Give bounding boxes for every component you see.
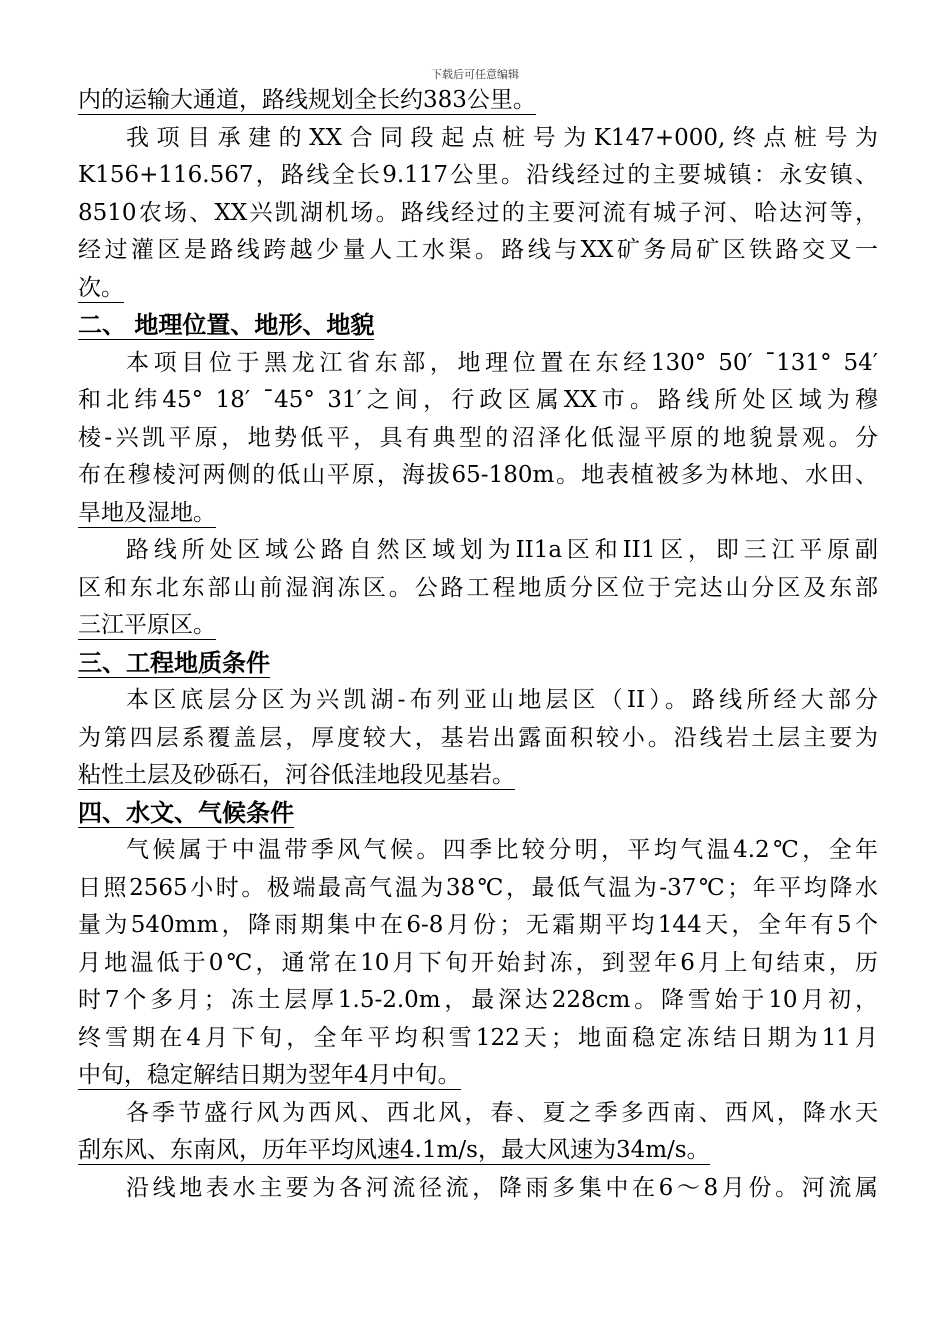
text-line-content: 刮东风、东南风，历年平均风速4.1m/s，最大风速为34m/s。 [78,1137,710,1163]
text-line [78,1020,878,1058]
text-line-content: 内的运输大通道，路线规划全长约383公里。 [78,87,536,113]
section-heading [78,307,878,345]
text-line [78,945,878,983]
text-line-content: 各季节盛行风为西风、西北风，春、夏之季多西南、西风，降水天 [126,1095,878,1133]
text-line-content: 为第四层系覆盖层，厚度较大，基岩出露面积较小。沿线岩土层主要为 [78,720,878,758]
text-line [78,270,878,308]
text-line-content: 气候属于中温带季风气候。四季比较分明，平均气温4.2℃，全年 [126,832,878,870]
text-line-content: 三江平原区。 [78,612,216,638]
text-line [78,1095,878,1133]
text-line-content: 8510农场、XX兴凯湖机场。路线经过的主要河流有城子河、哈达河等， [78,195,878,233]
text-line [78,495,878,533]
section-heading-text: 三、工程地质条件 [78,648,270,677]
text-line-content: 量为540mm，降雨期集中在6-8月份；无霜期平均144天，全年有5个 [78,907,878,945]
text-line-content: 本区底层分区为兴凯湖-布列亚山地层区（II）。路线所经大部分 [126,682,878,720]
text-line [78,832,878,870]
text-line [78,720,878,758]
section-heading [78,645,878,683]
text-line-content: 终雪期在4月下旬，全年平均积雪122天；地面稳定冻结日期为11月 [78,1020,878,1058]
text-line-content: 我项目承建的XX合同段起点桩号为K147+000,终点桩号为 [126,120,878,158]
section-heading-text: 四、水文、气候条件 [78,798,294,827]
text-line-content: 次。 [78,274,124,301]
text-line-content: 布在穆棱河两侧的低山平原，海拔65-180m。地表植被多为林地、水田、 [78,457,878,495]
text-line [78,870,878,908]
text-line-content: 沿线地表水主要为各河流径流，降雨多集中在6～8月份。河流属 [126,1170,878,1208]
text-line [78,345,878,383]
text-line [78,682,878,720]
document-body [78,82,878,1207]
text-line [78,982,878,1020]
text-line-content: 粘性土层及砂砾石，河谷低洼地段见基岩。 [78,762,515,788]
text-line [78,1057,878,1095]
text-line-content: 日照2565小时。极端最高气温为38℃，最低气温为-37℃；年平均降水 [78,870,878,908]
text-line [78,157,878,195]
text-line-content: 棱-兴凯平原，地势低平，具有典型的沼泽化低湿平原的地貌景观。分 [78,420,878,458]
text-line-content: 时7个多月；冻土层厚1.5-2.0m，最深达228cm。降雪始于10月初， [78,982,878,1020]
text-line-content: 路线所处区域公路自然区域划为II1a区和II1区，即三江平原副 [126,532,878,570]
text-line [78,607,878,645]
text-line [78,232,878,270]
text-line [78,195,878,233]
text-line [78,1170,878,1208]
download-note: 下载后可任意编辑 [431,68,519,81]
text-line-content: K156+116.567，路线全长9.117公里。沿线经过的主要城镇：永安镇、 [78,157,878,195]
text-line-content: 本项目位于黑龙江省东部，地理位置在东经130° 50′ ¯131° 54′ [126,345,878,383]
section-heading-text: 二、 地理位置、地形、地貌 [78,311,375,339]
text-line [78,570,878,608]
section-heading [78,795,878,833]
text-line [78,382,878,420]
text-line-content: 经过灌区是路线跨越少量人工水渠。路线与XX矿务局矿区铁路交叉一 [78,232,878,270]
text-line [78,1132,878,1170]
text-line-content: 和北纬45° 18′ ¯45° 31′之间，行政区属XX市。路线所处区域为穆 [78,382,878,420]
text-line [78,907,878,945]
text-line-content: 月地温低于0℃，通常在10月下旬开始封冻，到翌年6月上旬结束，历 [78,945,878,983]
text-line [78,120,878,158]
text-line [78,532,878,570]
text-line-content: 旱地及湿地。 [78,499,216,526]
text-line [78,82,878,120]
text-line-content: 区和东北东部山前湿润冻区。公路工程地质分区位于完达山分区及东部 [78,570,878,608]
text-line [78,420,878,458]
text-line [78,457,878,495]
text-line-content: 中旬，稳定解结日期为翌年4月中旬。 [78,1062,461,1088]
text-line [78,757,878,795]
